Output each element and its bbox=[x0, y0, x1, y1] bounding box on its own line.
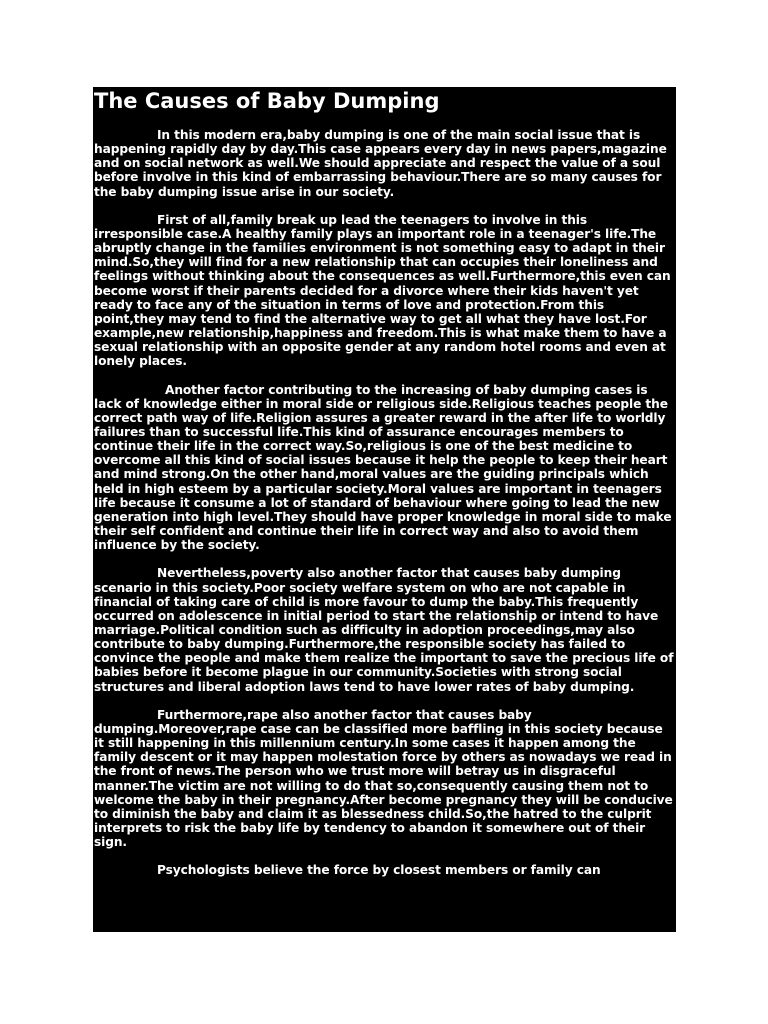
document-title: The Causes of Baby Dumping bbox=[94, 89, 440, 113]
paragraph-psychologists: Psychologists believe the force by closest members or family can bbox=[157, 863, 601, 878]
paragraph-rape: Furthermore,rape also another factor that causes baby dumping.Moreover,rape case can be classified more baffling in this society because it still happening in this millennium century.In some cases it happen among the family descent or it may happen molestation force by others as nowadays we read in the front of news.The person who we trust more will betray us in disgraceful manner.The victim are not willing to do that so,consequently causing them not to welcome the baby in their pregnancy.After become pregnancy they will be conducive to diminish the baby and claim it as blessedness child.So,the hatred to the culprit interprets to risk the baby life by tendency to abandon it somewhere out of their sign. bbox=[94, 707, 673, 850]
paragraph-lack-of-knowledge: Another factor contributing to the increasing of baby dumping cases is lack of knowledge either in moral side or religious side.Religious teaches people the correct path way of life.Religion assures a greater reward in the after life to worldly failures than to successful life.This kind of assurance encourages members to continue their life in the correct way.So,religious is one of the best medicine to overcome all this kind of social issues because it help the people to keep their heart and mind strong.On the other hand,moral values are the guiding principals which held in high esteem by a particular society.Moral values are important in teenagers life because it consume a lot of standard of behaviour where going to lead the new generation into high level.They should have proper knowledge in moral side to make their self confident and continue their life in correct way and also to avoid them influence by the society. bbox=[94, 382, 672, 553]
paragraph-intro: In this modern era,baby dumping is one of the main social issue that is happening rapidly day by day.This case appears every day in news papers,magazine and on social network as well.We should appreciate and respect the value of a soul before involve in this kind of embarrassing behaviour.There are so many causes for the baby dumping issue arise in our society. bbox=[94, 128, 667, 199]
paragraph-family-breakup: First of all,family break up lead the teenagers to involve in this irresponsible case.A healthy family plays an important role in a teenager's life.The abruptly change in the families environment is not something easy to adapt in their mind.So,they will find for a new relationship that can occupies their loneliness and feelings without thinking about the consequences as well.Furthermore,this even can become worst if their parents decided for a divorce where their kids haven't yet ready to face any of the situation in terms of love and protection.From this point,they may tend to find the alternative way to get all what they have lost.For example,new relationship,happiness and freedom.This is what make them to have a sexual relationship with an opposite gender at any random hotel rooms and even at lonely places. bbox=[94, 212, 671, 369]
document-page bbox=[93, 87, 676, 932]
paragraph-poverty: Nevertheless,poverty also another factor that causes baby dumping scenario in this society.Poor society welfare system on who are not capable in financial of taking care of child is more favour to dump the baby.This frequently occurred on adolescence in initial period to start the relationship or intend to have marriage.Political condition such as difficulty in adoption proceedings,may also contribute to baby dumping.Furthermore,the responsible society has failed to convince the people and make them realize the important to save the precious life of babies before it become plague in our community.Societies with strong social structures and liberal adoption laws tend to have lower rates of baby dumping. bbox=[94, 566, 674, 694]
